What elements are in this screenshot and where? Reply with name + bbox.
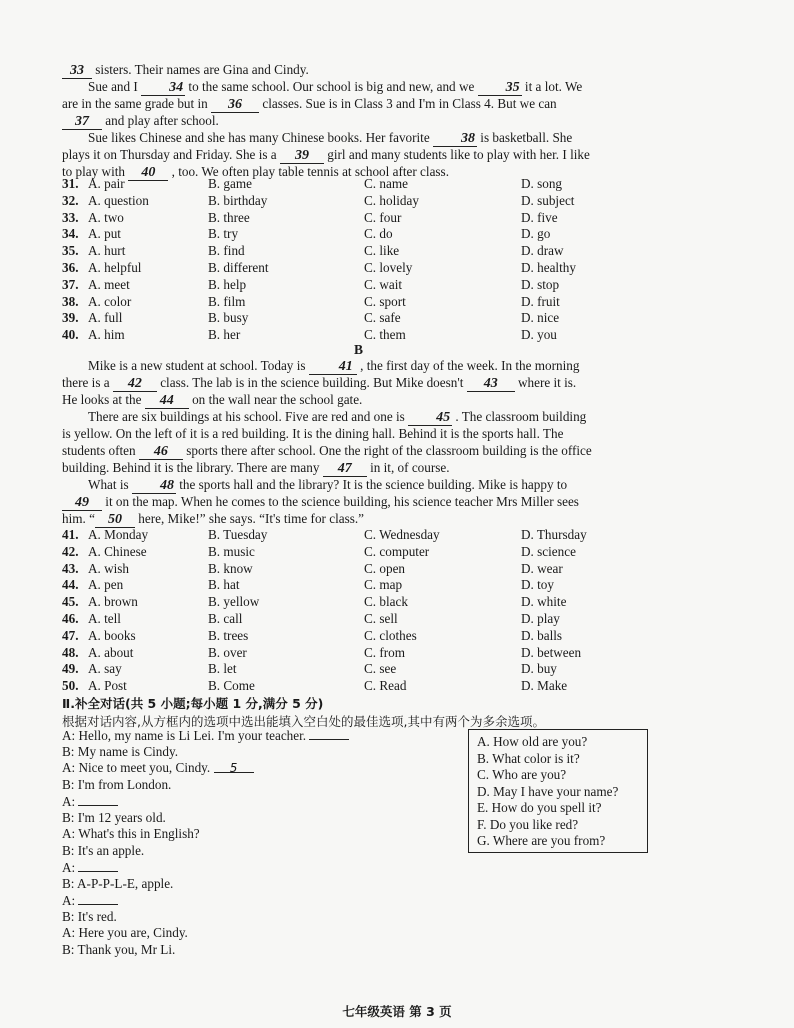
blank-46[interactable]: 46 [139,445,183,460]
option-row: 33. A. two B. three C. four D. five [62,209,558,225]
option-row: 43. A. wish B. know C. open D. wear [62,560,563,576]
dialogue-line: B: My name is Cindy. [62,743,179,759]
blank-37[interactable]: 37 [62,115,102,130]
dialogue-blank[interactable] [78,793,118,806]
option-row: 36. A. helpful B. different C. lovely D. healthy [62,259,576,275]
blank-49[interactable]: 49 [62,496,102,511]
passage-a-line-4: 37 and play after school. [62,113,662,130]
blank-41[interactable]: 41 [309,360,357,375]
choices-box [468,729,648,853]
blank-43[interactable]: 43 [467,377,515,392]
passage-b [62,358,662,528]
option-row: 44. A. pen B. hat C. map D. toy [62,577,554,593]
dialogue-line: B: It's an apple. [62,842,145,858]
option-row: 40. A. him B. her C. them D. you [62,327,557,343]
dialogue [62,727,422,958]
section-ii-instruction: 根据对话内容,从方框内的选项中选出能填入空白处的最佳选项,其中有两个为多余选项。 [62,714,545,729]
passage-b-line-6: students often 46 sports there after school. One the right of the classroom building is the office [62,442,592,459]
passage-a-line-6: plays it on Thursday and Friday. She is a 39 girl and many students like to play with her. I like [62,147,590,163]
passage-b-line-10: him. “ 50 here, Mike!” she says. “It's time for class.” [62,510,365,527]
option-row: 45. A. brown B. yellow C. black D. white [62,594,567,610]
passage-a-line-7: to play with 40 , too. We often play table tennis at school after class. [62,164,449,180]
option-row: 31. A. pair B. game C. name D. song [62,176,563,191]
dialogue-line: A: Nice to meet you, Cindy. 5 [62,760,422,777]
handwritten-mark: 5 [229,761,238,775]
passage-a-line-3: are in the same grade but in 36 classes. Sue is in Class 3 and I'm in Class 4. But we can [62,96,557,112]
dialogue-line: A: [62,793,422,810]
blank-35[interactable]: 35 [478,81,522,96]
dialogue-line: B: Thank you, Mr Li. [62,941,176,957]
options-31-40 [62,176,682,344]
blank-48[interactable]: 48 [132,479,176,494]
blank-33[interactable]: 33 [62,64,92,79]
passage-a-line-1: 33 sisters. Their names are Gina and Cindy. [62,62,662,79]
dialogue-blank[interactable] [78,892,118,905]
option-row: 34. A. put B. try C. do D. go [62,226,551,242]
page-footer: 七年级英语 第 3 页 [342,1004,452,1019]
blank-42[interactable]: 42 [113,377,157,392]
dialogue-line: B: It's red. [62,908,117,924]
passage-b-line-5: is yellow. On the left of it is a red building. It is the dining hall. Behind it is the sports hall. The [62,426,564,441]
passage-b-line-8: What is 48 the sports hall and the library? It is the science building. Mike is happy to [88,476,568,493]
option-row: 38. A. color B. film C. sport D. fruit [62,293,560,309]
section-ii-title: Ⅱ.补全对话(共 5 小题;每小题 1 分,满分 5 分) [62,696,324,711]
option-row: 39. A. full B. busy C. safe D. nice [62,310,560,326]
passage-a-line-2: Sue and I 34 to the same school. Our school is big and new, and we 35 it a lot. We [88,79,583,95]
choice-item[interactable]: C. Who are you? [477,767,567,782]
option-row: 46. A. tell B. call C. sell D. play [62,610,560,626]
blank-36[interactable]: 36 [211,98,259,113]
blank-44[interactable]: 44 [145,394,189,409]
passage-b-line-4: There are six buildings at his school. Five are red and one is 45 . The classroom building [88,409,587,425]
blank-47[interactable]: 47 [323,462,367,477]
dialogue-blank[interactable] [214,760,254,773]
passage-b-line-9: 49 it on the map. When he comes to the science building, his science teacher Mrs Miller sees [62,494,662,511]
blank-50[interactable]: 50 [95,513,135,528]
dialogue-line: B: I'm from London. [62,776,172,792]
option-row: 47. A. books B. trees C. clothes D. balls [62,627,563,643]
blank-40[interactable]: 40 [128,166,168,181]
section-b-label: B [354,342,364,357]
passage-b-line-2: there is a 42 class. The lab is in the science building. But Mike doesn't 43 where it is. [62,375,577,391]
options-41-50 [62,527,682,695]
passage-b-line-7: building. Behind it is the library. There are many 47 in it, of course. [62,459,450,476]
option-row: 32. A. question B. birthday C. holiday D. subject [62,192,575,208]
passage-a-line-5: Sue likes Chinese and she has many Chinese books. Her favorite 38 is basketball. She [88,130,573,146]
dialogue-line: B: I'm 12 years old. [62,809,166,825]
dialogue-line: A: Hello, my name is Li Lei. I'm your teacher. [62,727,422,744]
dialogue-blank[interactable] [309,727,349,740]
passage-a [62,62,662,181]
choice-item[interactable]: E. How do you spell it? [477,800,602,815]
option-row: 42. A. Chinese B. music C. computer D. science [62,543,576,559]
blank-45[interactable]: 45 [408,411,452,426]
choice-item[interactable]: F. Do you like red? [477,816,579,832]
option-row: 49. A. say B. let C. see D. buy [62,661,557,677]
choice-item[interactable]: A. How old are you? [477,734,588,749]
dialogue-line: A: Here you are, Cindy. [62,925,188,940]
choice-item[interactable]: G. Where are you from? [477,833,606,848]
dialogue-line: B: A-P-P-L-E, apple. [62,875,174,891]
passage-b-line-3: He looks at the 44 on the wall near the school gate. [62,392,363,408]
option-row: 41. A. Monday B. Tuesday C. Wednesday D. Thursday [62,527,587,542]
dialogue-line: A: What's this in English? [62,826,200,841]
option-row: 50. A. Post B. Come C. Read D. Make [62,678,568,694]
passage-b-line-1: Mike is a new student at school. Today is 41 , the first day of the week. In the morning [88,358,580,374]
option-row: 48. A. about B. over C. from D. between [62,644,582,660]
dialogue-line: A: [62,892,422,909]
dialogue-line: A: [62,859,422,876]
blank-39[interactable]: 39 [280,149,324,164]
dialogue-blank[interactable] [78,859,118,872]
blank-38[interactable]: 38 [433,132,477,147]
option-row: 37. A. meet B. help C. wait D. stop [62,276,560,292]
option-row: 35. A. hurt B. find C. like D. draw [62,243,564,259]
blank-34[interactable]: 34 [141,81,185,96]
choice-item[interactable]: D. May I have your name? [477,783,619,799]
choice-item[interactable]: B. What color is it? [477,750,580,766]
